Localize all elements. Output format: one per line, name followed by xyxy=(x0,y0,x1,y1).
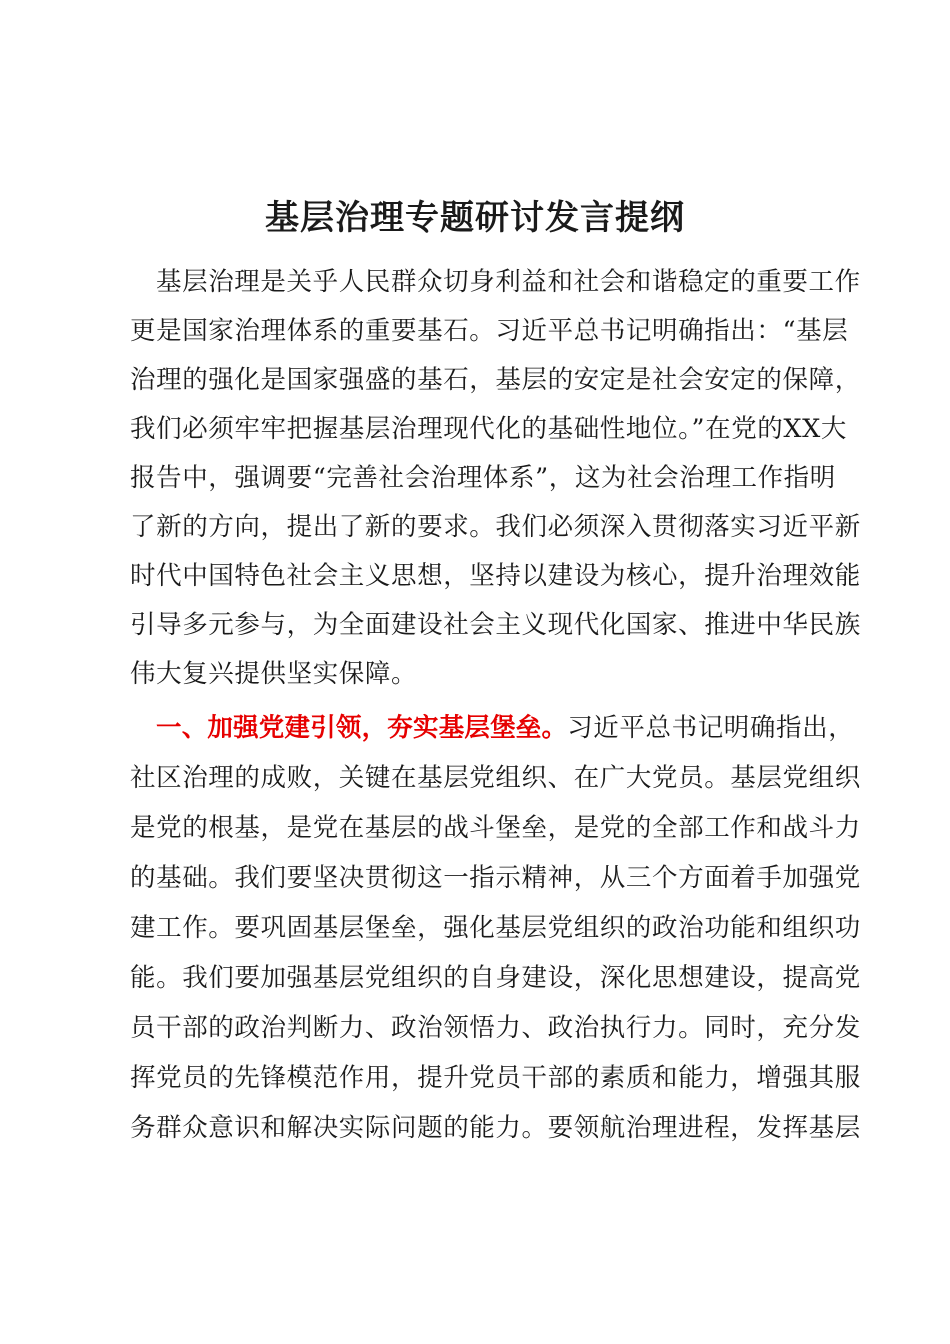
section1-first-line-text: 习近平总书记明确指出， xyxy=(567,713,855,743)
intro-line: 了新的方向，提出了新的要求。我们必须深入贯彻落实习近平新 xyxy=(130,512,861,542)
intro-line: 我们必须牢牢把握基层治理现代化的基础性地位。”在党的XX大 xyxy=(130,414,847,444)
intro-line: 治理的强化是国家强盛的基石，基层的安定是社会安定的保障， xyxy=(130,365,861,395)
intro-line: 时代中国特色社会主义思想，坚持以建设为核心，提升治理效能 xyxy=(130,561,861,591)
section1-line: 建工作。要巩固基层堡垒，强化基层党组织的政治功能和组织功 xyxy=(130,913,861,943)
intro-line: 引导多元参与，为全面建设社会主义现代化国家、推进中华民族 xyxy=(130,610,861,640)
document-title: 基层治理专题研讨发言提纲 xyxy=(265,198,685,238)
section1-line: 员干部的政治判断力、政治领悟力、政治执行力。同时，充分发 xyxy=(130,1013,861,1043)
section1-line: 的基础。我们要坚决贯彻这一指示精神，从三个方面着手加强党 xyxy=(130,863,861,893)
section1-line: 务群众意识和解决实际问题的能力。要领航治理进程，发挥基层 xyxy=(130,1113,861,1143)
section1-line: 社区治理的成败，关键在基层党组织、在广大党员。基层党组织 xyxy=(130,763,861,793)
section1-first-line xyxy=(156,708,854,748)
section1-heading: 一、加强党建引领，夯实基层堡垒。 xyxy=(156,713,568,743)
section1-line: 是党的根基，是党在基层的战斗堡垒，是党的全部工作和战斗力 xyxy=(130,813,861,843)
intro-line: 更是国家治理体系的重要基石。习近平总书记明确指出：“基层 xyxy=(130,316,849,346)
intro-line: 报告中，强调要“完善社会治理体系”，这为社会治理工作指明 xyxy=(130,463,836,493)
section1-line: 挥党员的先锋模范作用，提升党员干部的素质和能力，增强其服 xyxy=(130,1063,861,1093)
intro-line: 基层治理是关乎人民群众切身利益和社会和谐稳定的重要工作 xyxy=(156,267,861,297)
intro-line: 伟大复兴提供坚实保障。 xyxy=(130,659,418,689)
section1-line: 能。我们要加强基层党组织的自身建设，深化思想建设，提高党 xyxy=(130,963,861,993)
